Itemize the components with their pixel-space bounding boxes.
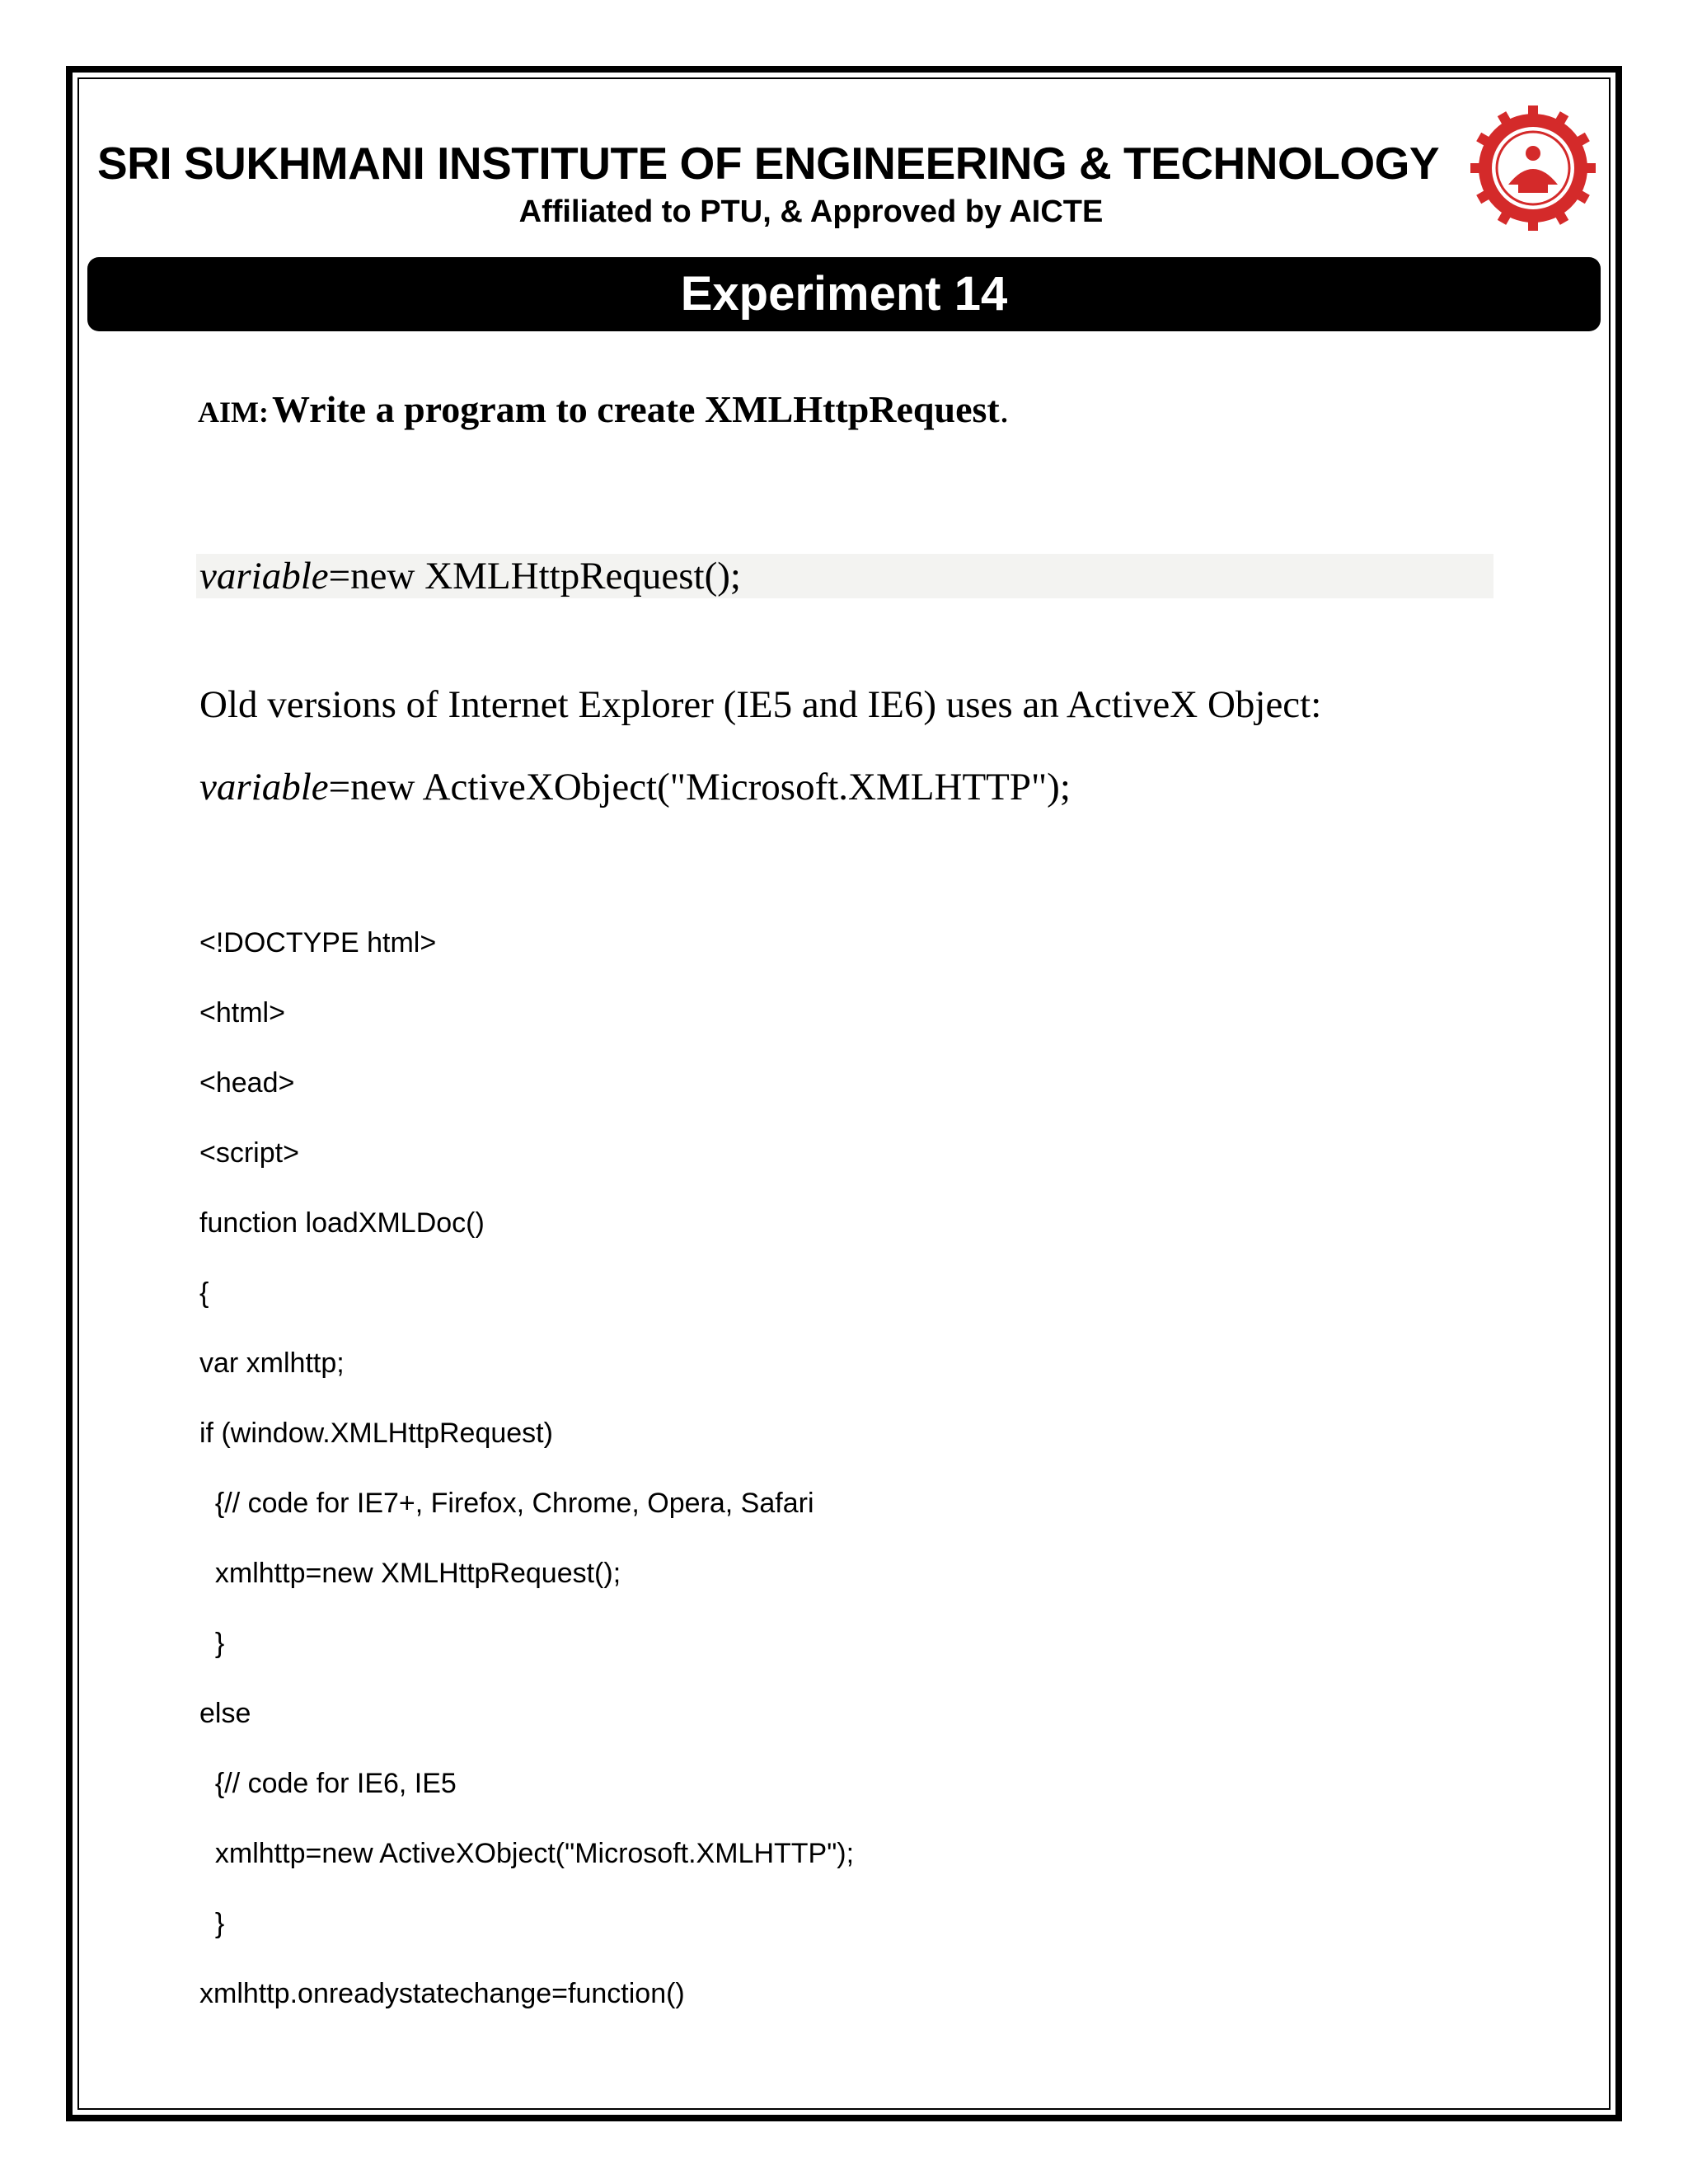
institute-seal-logo [1469,104,1597,232]
aim-period: . [999,388,1010,430]
aim-statement [198,387,1009,431]
code-line: xmlhttp=new XMLHttpRequest(); [199,1558,621,1589]
code-line: } [199,1628,225,1659]
code-line: <script> [199,1137,299,1169]
aim-text: Write a program to create XMLHttpRequest [271,388,1000,430]
experiment-banner [87,257,1601,331]
xhr-syntax-line [199,554,741,598]
code-line: function loadXMLDoc() [199,1207,485,1239]
variable-word: variable [199,555,329,598]
old-versions-note: Old versions of Internet Explorer (IE5 and IE6) uses an ActiveX Object: [199,683,1322,726]
code-line: <head> [199,1067,295,1099]
code-line: else [199,1698,251,1729]
code-line: xmlhttp=new ActiveXObject("Microsoft.XMLHTTP"); [199,1838,855,1869]
aim-label: AIM: [198,396,269,429]
xhr-syntax-rest: =new XMLHttpRequest(); [328,555,741,598]
code-line: <html> [199,997,285,1029]
institute-name: SRI SUKHMANI INSTITUTE OF ENGINEERING & TECHNOLOGY [97,138,1440,189]
code-line: { [199,1277,209,1309]
code-line: xmlhttp.onreadystatechange=function() [199,1978,685,2009]
code-line: <!DOCTYPE html> [199,927,437,958]
code-line: if (window.XMLHttpRequest) [199,1418,553,1449]
variable-word: variable [199,766,329,808]
code-line: } [199,1908,225,1939]
affiliation-line: Affiliated to PTU, & Approved by AICTE [518,194,1104,229]
activex-syntax-rest: =new ActiveXObject("Microsoft.XMLHTTP"); [328,766,1071,808]
activex-syntax-line [199,765,1071,809]
page-border-inner [77,77,1611,2110]
code-line: {// code for IE7+, Firefox, Chrome, Opera, Safari [199,1488,814,1519]
code-line: {// code for IE6, IE5 [199,1768,457,1799]
code-line: var xmlhttp; [199,1347,345,1379]
experiment-title: Experiment 14 [680,267,1008,321]
